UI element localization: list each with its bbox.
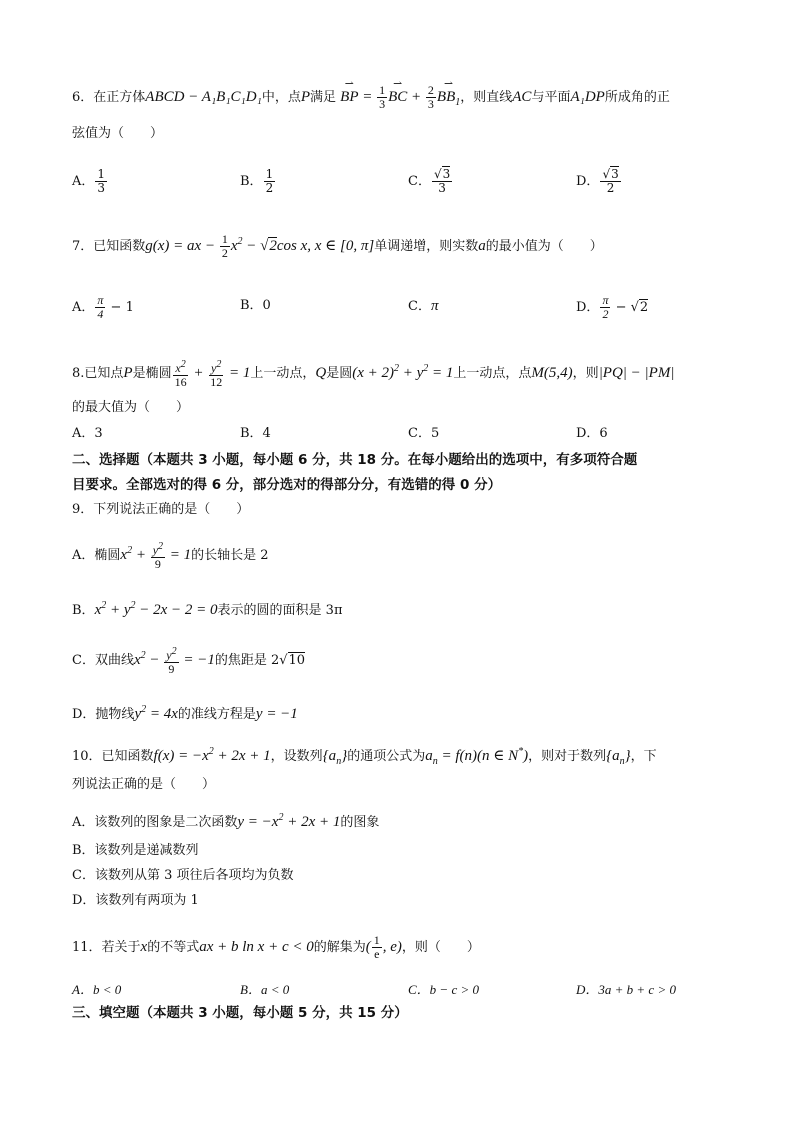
q7-option-a: A． $\frac{\pi}{4}$ − 1 (72, 293, 134, 321)
q6-text: 6．在正方体 (72, 89, 146, 105)
q6-text: 中，点 (261, 89, 301, 105)
q10-stem-line2: 列说法正确的是（ ） (72, 777, 216, 792)
q6-text: 所成角的正 (604, 89, 670, 105)
q7-var-a: a (478, 238, 486, 254)
q7-option-b: B．0 (240, 298, 271, 313)
q10-option-d: D．该数列有两项为 1 (72, 893, 199, 908)
q6-option-d: D． $\frac{√3}{2}$ (576, 167, 619, 195)
q6-point-p: P (300, 88, 311, 105)
q7-option-c: C．π (408, 298, 439, 314)
q8-circle: $(x + 2)^2 + y^2 = 1$ (352, 362, 454, 381)
q9-option-a: A．椭圆$x^2$ + $\frac{y^2}{9}$ = 1的长轴长是 2 (72, 541, 269, 571)
q10-option-c: C．该数列从第 3 项往后各项均为负数 (72, 868, 294, 883)
q7-function: g(x) = ax − $\frac{1}{2}$ $x^2 - √2\cos$ x, x ∈ [0, π] (145, 232, 375, 261)
q8-text: 8.已知点 (72, 365, 124, 381)
q10-stem-line1: 10．已知函数$f(x) = -x^2 + 2x + 1$，设数列$\{a_n\}$的通项公式为$a_n = f(n)(n$ ∈ N*)，则对于数列$\{a_n\}$，下 (72, 746, 657, 767)
q10-option-a: A．该数列的图象是二次函数$y = -x^2 + 2x + 1$的图象 (72, 812, 380, 830)
q8-point-p: P (123, 364, 133, 381)
q6-option-a: A． $\frac{1}{3}$ (72, 167, 106, 195)
q8-stem-line1 (72, 358, 674, 389)
q8-text: 是椭圆 (132, 365, 172, 381)
q11-stem: 11．若关于x的不等式ax + b ln x + c < 0的解集为( $\frac{1}{e}$ , e)，则（ ） (72, 933, 480, 961)
q7-text: 的最小值为（ ） (485, 239, 603, 254)
q8-stem-line2: 的最大值为（ ） (72, 400, 190, 415)
q7-text: 7．已知函数 (72, 239, 146, 254)
q11-option-c: C．b − c > 0 (408, 982, 479, 997)
q10-option-b: B．该数列是递减数列 (72, 843, 199, 858)
q6-plane: A₁DP (570, 88, 605, 105)
q8-text: ，则 (572, 365, 599, 381)
q6-vector-eq: ⇀ BP = $\frac{1}{3}$ ⇀ BC + $\frac{2}{3}$ ⇀ $BB_1$ (340, 89, 460, 105)
q6-option-c: C． $\frac{√3}{3}$ (408, 167, 451, 195)
q8-option-a: A．3 (72, 426, 103, 441)
q8-text: 上一动点，点 (453, 365, 532, 381)
q6-stem-line2: 弦值为（ ） (72, 126, 164, 141)
section2-heading-line1: 二、选择题（本题共 3 小题，每小题 6 分，共 18 分。在每小题给出的选项中，有多项符合题 (72, 452, 638, 468)
q6-stem-line1 (72, 84, 670, 113)
q9-stem: 9．下列说法正确的是（ ） (72, 502, 250, 517)
q8-expression: |PQ| − |PM| (598, 364, 675, 381)
q7-stem (72, 232, 603, 260)
q8-text: 上一动点， (250, 365, 316, 381)
q6-text: 与平面 (531, 89, 571, 105)
q6-line-ac: AC (512, 88, 532, 105)
section3-heading: 三、填空题（本题共 3 小题，每小题 5 分，共 15 分） (72, 1005, 408, 1021)
q7-text: 单调递增，则实数 (374, 239, 479, 254)
q6-text: ，则直线 (460, 89, 513, 105)
q9-option-c: C．双曲线$x^2$ − $\frac{y^2}{9}$ = −1的焦距是 2√10 (72, 646, 306, 676)
q8-ellipse: $\frac{x^2}{16}$ + $\frac{y^2}{12}$ = 1 (174, 359, 251, 389)
q6-cube: ABCD − A₁B₁C₁D₁ (145, 88, 262, 105)
q9-option-d: D．抛物线$y^2 = 4x$的准线方程是y = −1 (72, 704, 298, 722)
q11-option-d: D．3a + b + c > 0 (576, 982, 676, 997)
q7-option-d: D． $\frac{\pi}{2}$ − √2 (576, 293, 649, 321)
q6-text: 满足 (310, 89, 337, 105)
q8-text: 是圆 (326, 365, 353, 381)
q8-point-m: M(5,4) (531, 364, 573, 381)
q11-option-b: B．a < 0 (240, 982, 290, 997)
q8-option-c: C．5 (408, 426, 440, 441)
section2-heading-line2: 目要求。全部选对的得 6 分，部分选对的得部分分，有选错的得 0 分） (72, 477, 502, 493)
q8-point-q: Q (315, 364, 327, 381)
q8-option-b: B．4 (240, 426, 271, 441)
q6-option-b: B． $\frac{1}{2}$ (240, 167, 274, 195)
q8-option-d: D．6 (576, 426, 608, 441)
q11-option-a: A．b < 0 (72, 982, 122, 997)
q9-option-b: B．$x^2 + y^2 - 2x - 2 = 0$表示的圆的面积是 3π (72, 600, 343, 618)
